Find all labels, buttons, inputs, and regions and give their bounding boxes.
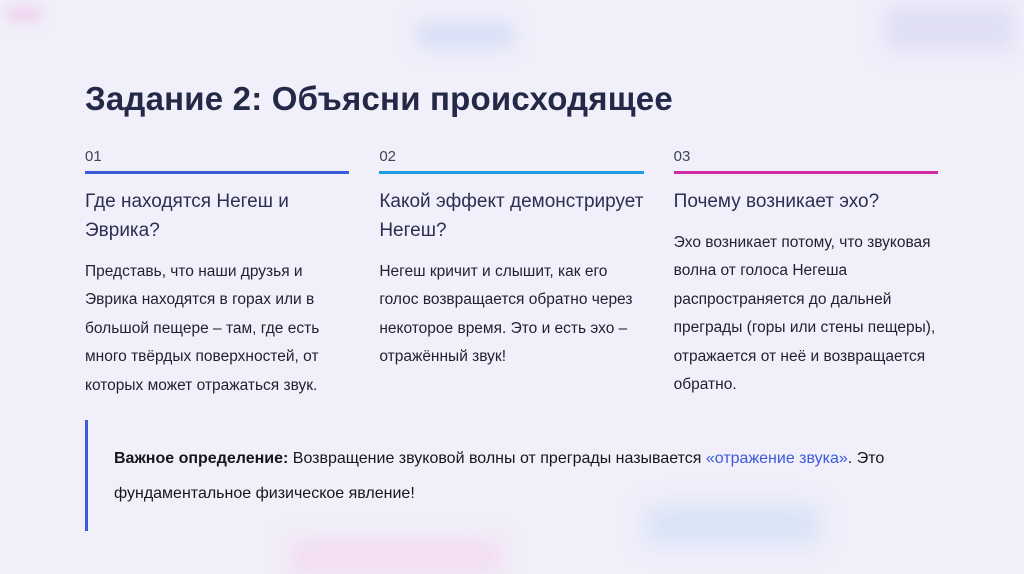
definition-text [114,441,913,511]
column-3-heading: Почему возникает эхо? [673,191,880,212]
decorative-blob-top-right [885,6,1015,50]
column-2-number: 02 [379,148,643,174]
column-3 [674,148,938,400]
column-1 [85,148,349,400]
column-3-number: 03 [674,148,938,174]
definition-text-after: . Это фундаментальное физическое явление! [114,450,885,503]
column-2-heading: Какой эффект демонстрирует Негеш? [379,191,644,241]
decorative-blob-top-center [415,22,515,48]
column-3-body: Эхо возникает потому, что звуковая волна от голоса Негеша распространяется до дальней преграды (горы или стены пещеры), отражается от неё и возвращается обратно. [673,233,936,394]
slide-title: Задание 2: Объясни происходящее [85,80,673,118]
columns-container [85,148,938,400]
decorative-blob-bottom-center [288,538,503,574]
column-1-number: 01 [85,148,349,174]
definition-label: Важное определение: [114,450,289,467]
column-2-body: Негеш кричит и слышит, как его голос возвращается обратно через некоторое время. Это и есть эхо – отражённый звук! [379,262,633,366]
column-1-heading: Где находятся Негеш и Эврика? [85,191,289,241]
column-1-body: Представь, что наши друзья и Эврика находятся в горах или в большой пещере – там, где есть много твёрдых поверхностей, от которых может отражаться звук. [85,262,320,394]
column-2 [379,148,643,400]
decorative-blob-top-left [6,8,42,20]
definition-text-before: Возвращение звуковой волны от преграды называется [288,450,706,467]
definition-highlight-term: «отражение звука» [705,450,848,467]
definition-callout [85,420,913,531]
